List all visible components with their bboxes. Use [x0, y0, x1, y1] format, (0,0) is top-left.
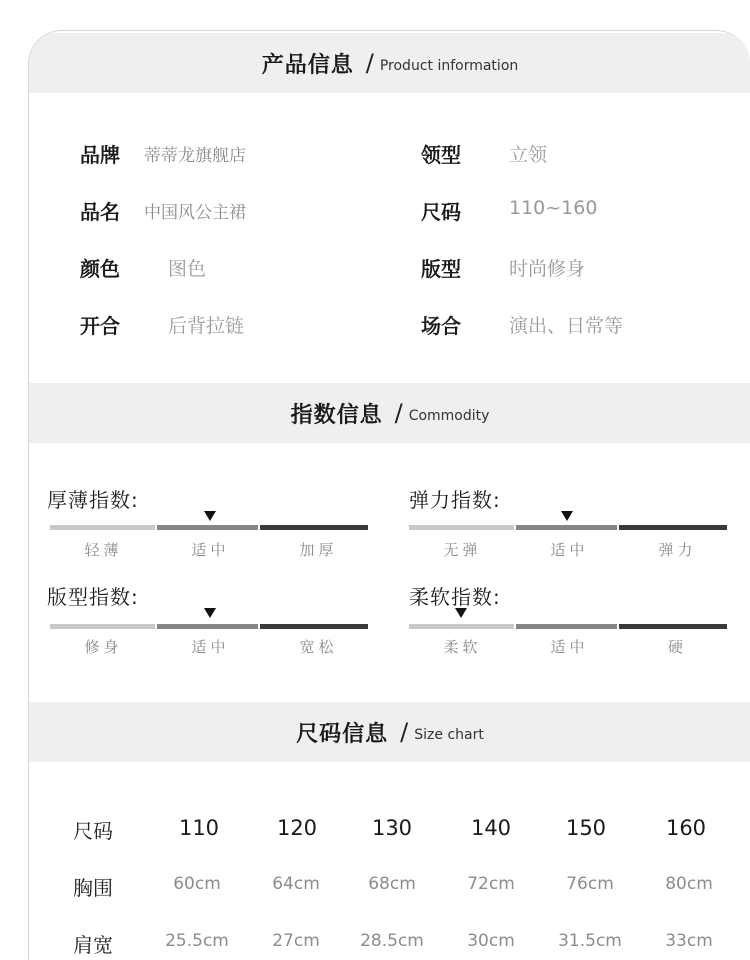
table-cell: 60cm: [173, 874, 221, 894]
size-header-cell: 120: [276, 816, 318, 840]
section-title-en: Product information: [379, 58, 519, 74]
section-title-cn: 指数信息: [290, 402, 383, 428]
color-value: 图色: [168, 258, 207, 280]
table-cell: 31.5cm: [558, 931, 622, 951]
table-cell: 76cm: [566, 874, 614, 894]
index-marker-icon: [561, 511, 573, 521]
brand-label: 品牌: [80, 143, 120, 167]
brand-value: 蒂蒂龙旗舰店: [144, 146, 246, 166]
index-marker-icon: [204, 608, 216, 618]
occasion-value: 演出、日常等: [509, 315, 624, 337]
table-cell: 30cm: [467, 931, 515, 951]
index-level-label: 适中: [191, 541, 230, 559]
section-title-en: Commodity: [408, 408, 490, 424]
size-header-label: 尺码: [73, 819, 113, 843]
index-level-label: 宽松: [299, 638, 338, 656]
index-level-label: 修身: [84, 638, 123, 656]
color-label: 颜色: [80, 257, 120, 281]
index-title: 弹力指数:: [409, 488, 501, 512]
size-value: 110~160: [509, 197, 598, 219]
table-cell: 80cm: [665, 874, 713, 894]
index-scale: [50, 525, 368, 530]
index-level-label: 轻薄: [84, 541, 123, 559]
index-level-label: 适中: [550, 541, 589, 559]
index-level-label: 硬: [667, 638, 687, 656]
size-header-cell: 110: [178, 816, 220, 840]
fit-label: 版型: [421, 257, 461, 281]
table-cell: 72cm: [467, 874, 515, 894]
fit-value: 时尚修身: [509, 258, 586, 280]
index-scale: [409, 525, 727, 530]
section-title-slash: /: [394, 399, 403, 427]
index-level-label: 弹力: [658, 541, 697, 559]
size-header-cell: 130: [371, 816, 413, 840]
size-header-cell: 150: [565, 816, 607, 840]
index-level-label: 适中: [550, 638, 589, 656]
table-cell: 25.5cm: [165, 931, 229, 951]
table-cell: 64cm: [272, 874, 320, 894]
section-title-en: Size chart: [414, 727, 484, 743]
section-title-slash: /: [400, 718, 409, 746]
closure-label: 开合: [80, 314, 120, 338]
product-name-label: 品名: [80, 200, 120, 224]
table-cell: 28.5cm: [360, 931, 424, 951]
product-info-header: [29, 33, 750, 93]
size-header-cell: 160: [665, 816, 707, 840]
size-header-cell: 140: [470, 816, 512, 840]
index-level-label: 柔软: [443, 638, 482, 656]
product-name-value: 中国风公主裙: [144, 203, 246, 223]
index-title: 柔软指数:: [409, 585, 501, 609]
section-title-slash: /: [365, 49, 374, 77]
table-row-label: 肩宽: [73, 933, 113, 957]
size-label: 尺码: [421, 200, 461, 224]
collar-value: 立领: [509, 144, 548, 166]
table-cell: 33cm: [665, 931, 713, 951]
index-scale: [50, 624, 368, 629]
index-title: 版型指数:: [47, 585, 139, 609]
index-scale: [409, 624, 727, 629]
index-info-header: [29, 383, 750, 443]
table-row-label: 胸围: [73, 876, 113, 900]
index-marker-icon: [204, 511, 216, 521]
section-title-cn: 尺码信息: [296, 721, 389, 747]
size-chart-header: [29, 702, 750, 762]
product-detail-card: [28, 30, 750, 960]
index-level-label: 适中: [191, 638, 230, 656]
collar-label: 领型: [421, 143, 461, 167]
section-title-cn: 产品信息: [261, 52, 354, 78]
index-marker-icon: [455, 608, 467, 618]
table-cell: 27cm: [272, 931, 320, 951]
closure-value: 后背拉链: [168, 315, 245, 337]
index-level-label: 无弹: [443, 541, 482, 559]
table-cell: 68cm: [368, 874, 416, 894]
index-level-label: 加厚: [299, 541, 338, 559]
index-title: 厚薄指数:: [47, 488, 139, 512]
occasion-label: 场合: [421, 314, 461, 338]
